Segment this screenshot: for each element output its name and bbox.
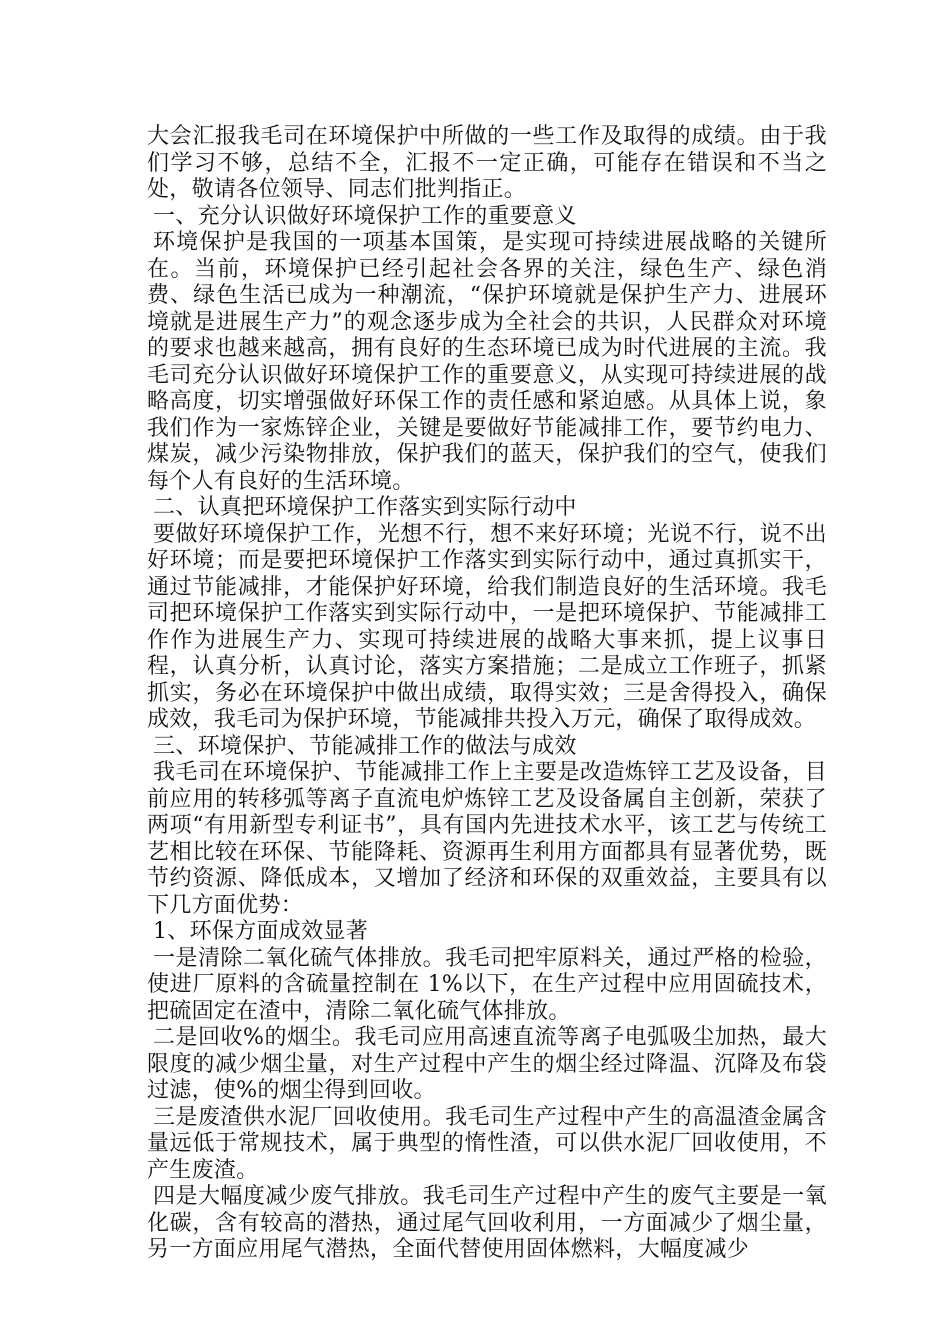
section-2-paragraph: 要做好环境保护工作，光想不行，想不来好环境；光说不行，说不出好环境；而是要把环境保护工作落实到实际行动中，通过真抓实干，通过节能减排，才能保护好环境，给我们制造良好的生活环境。我毛司把环境保护工作落实到实际行动中，一是把环境保护、节能减排工作作为进展生产力、实现可持续进展的战略大事来抓，提上议事日程，认真分析，认真讨论，落实方案措施；二是成立工作班子，抓紧抓实，务必在环境保护中做出成绩，取得实效；三是舍得投入，确保成效，我毛司为保护环境，节能减排共投入万元，确保了取得成效。 <box>147 521 827 732</box>
item-4-paragraph: 四是大幅度减少废气排放。我毛司生产过程中产生的废气主要是一氧化碳，含有较高的潜热，通过尾气回收利用，一方面减少了烟尘量，另一方面应用尾气潜热，全面代替使用固体燃料，大幅度减少 <box>147 1184 827 1262</box>
section-heading-1: 一、充分认识做好环境保护工作的重要意义 <box>153 203 577 229</box>
item-1-paragraph: 一是清除二氧化硫气体排放。我毛司把牢原料关，通过严格的检验，使进厂原料的含硫量控制在 1%以下，在生产过程中应用固硫技术，把硫固定在渣中，清除二氧化硫气体排放。 <box>147 945 827 1024</box>
item-2-paragraph: 二是回收%的烟尘。我毛司应用高速直流等离子电弧吸尘加热，最大限度的减少烟尘量，对生产过程中产生的烟尘经过降温、沉降及布袋过滤，使%的烟尘得到回收。 <box>147 1025 827 1103</box>
subsection-heading-1: 1、环保方面成效显著 <box>153 919 368 944</box>
section-1-paragraph: 环境保护是我国的一项基本国策，是实现可持续进展战略的关键所在。当前，环境保护已经引起社会各界的关注，绿色生产、绿色消费、绿色生活已成为一种潮流，“保护环境就是保护生产力、进展环境就是进展生产力”的观念逐步成为全社会的共识，人民群众对环境的要求也越来越高，拥有良好的生态环境已成为时代进展的主流。我毛司充分认识做好环境保护工作的重要意义，从实现可持续进展的战略高度，切实增强做好环保工作的责任感和紧迫感。从具体上说，象我们作为一家炼锌企业，关键是要做好节能减排工作，要节约电力、煤炭，减少污染物排放，保护我们的蓝天，保护我们的空气，使我们每个人有良好的生活环境。 <box>147 230 827 494</box>
section-heading-3: 三、环境保护、节能减排工作的做法与成效 <box>153 733 577 759</box>
item-3-paragraph: 三是废渣供水泥厂回收使用。我毛司生产过程中产生的高温渣金属含量远低于常规技术，属于典型的惰性渣，可以供水泥厂回收使用，不产生废渣。 <box>147 1104 827 1183</box>
section-heading-2: 二、认真把环境保护工作落实到实际行动中 <box>153 495 577 520</box>
intro-paragraph: 大会汇报我毛司在环境保护中所做的一些工作及取得的成绩。由于我们学习不够，总结不全，汇报不一定正确，可能存在错误和不当之处，敬请各位领导、同志们批判指正。 <box>147 124 827 202</box>
document-page <box>147 124 827 1264</box>
section-3-paragraph: 我毛司在环境保护、节能减排工作上主要是改造炼锌工艺及设备，目前应用的转移弧等离子直流电炉炼锌工艺及设备属自主创新，荣获了两项“有用新型专利证书”，具有国内先进技术水平，该工艺与传统工艺相比较在环保、节能降耗、资源再生利用方面都具有显著优势，既节约资源、降低成本，又增加了经济和环保的双重效益，主要具有以下几方面优势： <box>147 760 827 918</box>
